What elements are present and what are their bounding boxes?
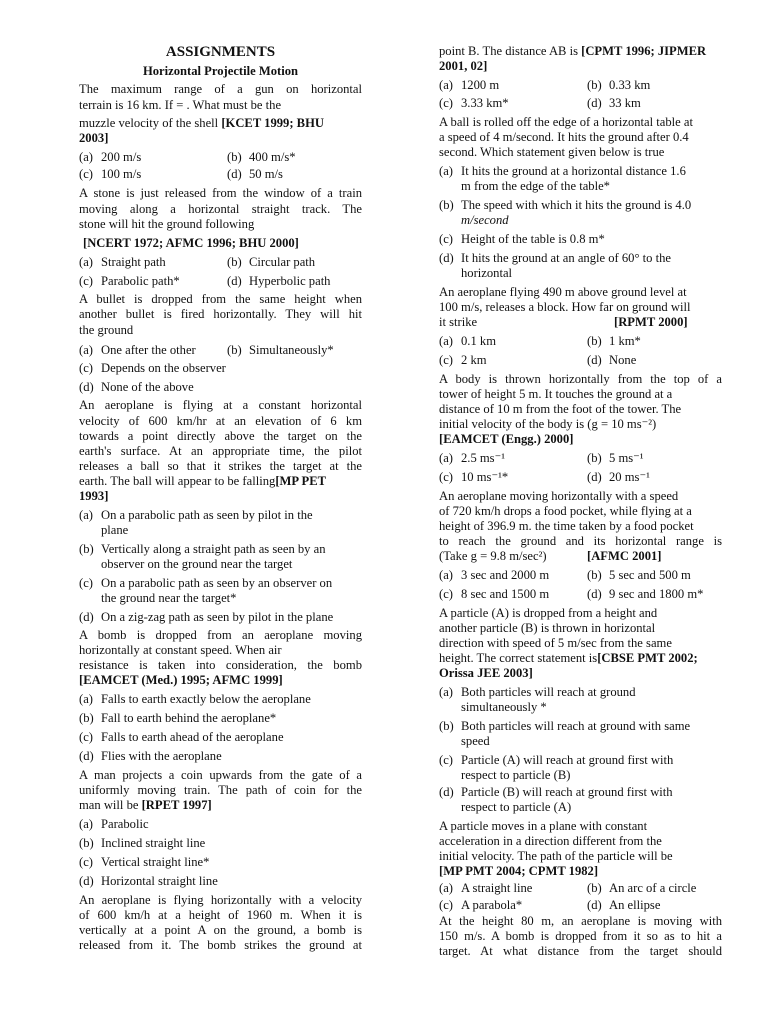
question-text: another particle (B) is thrown in horizontal bbox=[439, 621, 656, 635]
option-continued: respect to particle (A) bbox=[461, 800, 572, 814]
question-text: tower of height 5 m. It touches the ground at a bbox=[439, 387, 673, 401]
question-text: An aeroplane moving horizontally with a speed bbox=[439, 489, 679, 503]
question-text: A particle (A) is dropped from a height and bbox=[439, 606, 658, 620]
option: (a) Straight path bbox=[79, 255, 166, 269]
question-text: moving along a horizontal straight track. The bbox=[79, 202, 362, 216]
option: (c) 8 sec and 1500 m bbox=[439, 587, 550, 601]
question-text: horizontally at constant speed. When air bbox=[79, 643, 282, 657]
option: (c) Parabolic path* bbox=[79, 274, 180, 288]
question-text: initial velocity of the body is (g = 10 ms⁻²) bbox=[439, 417, 657, 431]
question-text: uniformly moving train. The path of coin for the bbox=[79, 783, 362, 797]
option: (d) Particle (B) will reach at ground first with bbox=[439, 785, 673, 799]
option-continued: simultaneously * bbox=[461, 700, 547, 714]
question-text: A body is thrown horizontally from the top of a bbox=[439, 372, 722, 386]
question-text: A man projects a coin upwards from the gate of a bbox=[79, 768, 362, 782]
option: (d) On a zig-zag path as seen by pilot in the plane bbox=[79, 610, 334, 624]
option: (b) 0.33 km bbox=[587, 78, 651, 92]
option: (d) None bbox=[587, 353, 637, 367]
question-text: A ball is rolled off the edge of a horizontal table at bbox=[439, 115, 694, 129]
question-text: (Take g = 9.8 m/sec²) [AFMC 2001] bbox=[439, 549, 662, 563]
section-subtitle: Horizontal Projectile Motion bbox=[142, 64, 299, 78]
option: (a) 200 m/s bbox=[79, 150, 142, 164]
option-continued: plane bbox=[101, 523, 129, 537]
question-text: of 600 km/h at a height of 1960 m. When it is bbox=[79, 908, 362, 922]
option: (d) None of the above bbox=[79, 380, 194, 394]
question-text: initial velocity. The path of the particle will be bbox=[439, 849, 673, 863]
question-text: a speed of 4 m/second. It hits the ground after 0.4 bbox=[439, 130, 689, 144]
page-title: ASSIGNMENTS bbox=[165, 44, 276, 60]
option: (b) 1 km* bbox=[587, 334, 641, 348]
option: (c) Particle (A) will reach at ground first with bbox=[439, 753, 674, 767]
question-text: releases a ball so that it strikes the target at the bbox=[79, 459, 362, 473]
option: (d) It hits the ground at an angle of 60° to the bbox=[439, 251, 671, 265]
question-text: height. The correct statement is[CBSE PMT 2002; bbox=[439, 651, 698, 665]
option-continued: m from the edge of the table* bbox=[461, 179, 610, 193]
option: (b) Both particles will reach at ground with same bbox=[439, 719, 691, 733]
question-source: 2001, 02] bbox=[439, 59, 488, 73]
option: (c) 100 m/s bbox=[79, 167, 142, 181]
question-text: released from it. The bomb strikes the ground at bbox=[79, 938, 362, 952]
option: (d) 9 sec and 1800 m* bbox=[587, 587, 704, 601]
question-text: stone will hit the ground following bbox=[79, 217, 255, 231]
question-text: direction with speed of 5 m/sec from the same bbox=[439, 636, 672, 650]
option: (c) Depends on the observer bbox=[79, 361, 226, 375]
option-continued: observer on the ground near the target bbox=[101, 557, 293, 571]
question-text: The maximum range of a gun on horizontal bbox=[79, 82, 362, 96]
option: (d) Flies with the aeroplane bbox=[79, 749, 222, 763]
question-text: 100 m/s, releases a block. How far on ground will bbox=[439, 300, 691, 314]
question-text: point B. The distance AB is [CPMT 1996; JIPMER bbox=[439, 44, 707, 58]
question-text: another bullet is fired horizontally. They will hit bbox=[79, 307, 362, 321]
question-text: target. At what distance from the target should bbox=[439, 944, 722, 958]
option: (c) 10 ms⁻¹* bbox=[439, 470, 509, 484]
option: (a) On a parabolic path as seen by pilot in the bbox=[79, 508, 313, 522]
option-continued: the ground near the target* bbox=[101, 591, 237, 605]
question-text: 150 m/s. A bomb is dropped from it so as to hit a bbox=[439, 929, 722, 943]
question-text: terrain is 16 km. If = . What must be the bbox=[79, 98, 282, 112]
question-text: A bomb is dropped from an aeroplane moving bbox=[79, 628, 362, 642]
question-source: [MP PMT 2004; CPMT 1982] bbox=[439, 864, 599, 878]
option: (a) 0.1 km bbox=[439, 334, 496, 348]
option: (b) Circular path bbox=[227, 255, 316, 269]
question-text: man will be [RPET 1997] bbox=[79, 798, 212, 812]
option: (c) On a parabolic path as seen by an observer on bbox=[79, 576, 333, 590]
question-text: muzzle velocity of the shell [KCET 1999; BHU bbox=[79, 116, 324, 130]
question-text: height of 396.9 m. the time taken by a food pocket bbox=[439, 519, 694, 533]
question-text: distance of 10 m from the foot of the tower. The bbox=[439, 402, 682, 416]
question-text: the ground bbox=[79, 323, 134, 337]
option: (c) Falls to earth ahead of the aeroplane bbox=[79, 730, 284, 744]
option: (d) 33 km bbox=[587, 96, 641, 110]
option: (b) Simultaneously* bbox=[227, 343, 334, 357]
option: (c) Vertical straight line* bbox=[79, 855, 210, 869]
option-continued: horizontal bbox=[461, 266, 513, 280]
question-text: towards a point directly above the target on the bbox=[79, 429, 362, 443]
option: (b) 400 m/s* bbox=[227, 150, 296, 164]
question-text: An aeroplane is flying horizontally with a velocity bbox=[79, 893, 362, 907]
option: (b) An arc of a circle bbox=[587, 881, 697, 895]
question-text: second. Which statement given below is true bbox=[439, 145, 665, 159]
question-text: An aeroplane flying 490 m above ground level at bbox=[439, 285, 687, 299]
option: (d) Horizontal straight line bbox=[79, 874, 218, 888]
option: (a) Both particles will reach at ground bbox=[439, 685, 636, 699]
option: (a) It hits the ground at a horizontal distance 1.6 bbox=[439, 164, 686, 178]
question-text: of 720 km/h drops a food pocket, while flying at a bbox=[439, 504, 692, 518]
option: (c) A parabola* bbox=[439, 898, 523, 912]
question-text: At the height 80 m, an aeroplane is moving with bbox=[439, 914, 722, 928]
question-text: A stone is just released from the window of a train bbox=[79, 186, 362, 200]
option: (b) Inclined straight line bbox=[79, 836, 206, 850]
question-text: earth. The ball will appear to be falling[MP PET bbox=[79, 474, 327, 488]
option: (a) Falls to earth exactly below the aeroplane bbox=[79, 692, 311, 706]
option: (d) Hyperbolic path bbox=[227, 274, 331, 288]
option: (a) One after the other bbox=[79, 343, 196, 357]
question-source: 2003] bbox=[79, 131, 109, 145]
question-source: Orissa JEE 2003] bbox=[439, 666, 533, 680]
question-text: velocity of 600 km/hr at an elevation of 6 km bbox=[79, 414, 362, 428]
option: (d) An ellipse bbox=[587, 898, 661, 912]
question-text: vertically at a point A on the ground, a bomb is bbox=[79, 923, 362, 937]
option-continued: m/second bbox=[461, 213, 509, 227]
question-source: [EAMCET (Med.) 1995; AFMC 1999] bbox=[79, 673, 283, 687]
question-text: A particle moves in a plane with constant bbox=[439, 819, 648, 833]
option: (a) Parabolic bbox=[79, 817, 149, 831]
question-source: 1993] bbox=[79, 489, 109, 503]
option: (a) 3 sec and 2000 m bbox=[439, 568, 550, 582]
option: (b) The speed with which it hits the ground is 4.0 bbox=[439, 198, 692, 212]
option: (c) 3.33 km* bbox=[439, 96, 509, 110]
question-source: [EAMCET (Engg.) 2000] bbox=[439, 432, 574, 446]
option: (a) 2.5 ms⁻¹ bbox=[439, 451, 506, 465]
option: (b) Vertically along a straight path as seen by an bbox=[79, 542, 326, 556]
option: (a) 1200 m bbox=[439, 78, 500, 92]
question-text: resistance is taken into consideration, the bomb bbox=[79, 658, 362, 672]
question-text: to reach the ground and its horizontal range is bbox=[439, 534, 722, 548]
option: (c) 2 km bbox=[439, 353, 487, 367]
option-continued: speed bbox=[461, 734, 490, 748]
option: (b) 5 sec and 500 m bbox=[587, 568, 691, 582]
question-text: acceleration in a direction different from the bbox=[439, 834, 662, 848]
option: (b) Fall to earth behind the aeroplane* bbox=[79, 711, 277, 725]
option: (d) 50 m/s bbox=[227, 167, 283, 181]
option-continued: respect to particle (B) bbox=[461, 768, 571, 782]
option: (b) 5 ms⁻¹ bbox=[587, 451, 644, 465]
option: (d) 20 ms⁻¹ bbox=[587, 470, 650, 484]
question-text: earth's surface. At an appropriate time, the pilot bbox=[79, 444, 362, 458]
question-text: A bullet is dropped from the same height when bbox=[79, 292, 362, 306]
question-text: An aeroplane is flying at a constant horizontal bbox=[79, 398, 362, 412]
question-source: [NCERT 1972; AFMC 1996; BHU 2000] bbox=[83, 236, 299, 250]
question-text: it strike [RPMT 2000] bbox=[439, 315, 688, 329]
option: (a) A straight line bbox=[439, 881, 533, 895]
option: (c) Height of the table is 0.8 m* bbox=[439, 232, 605, 246]
